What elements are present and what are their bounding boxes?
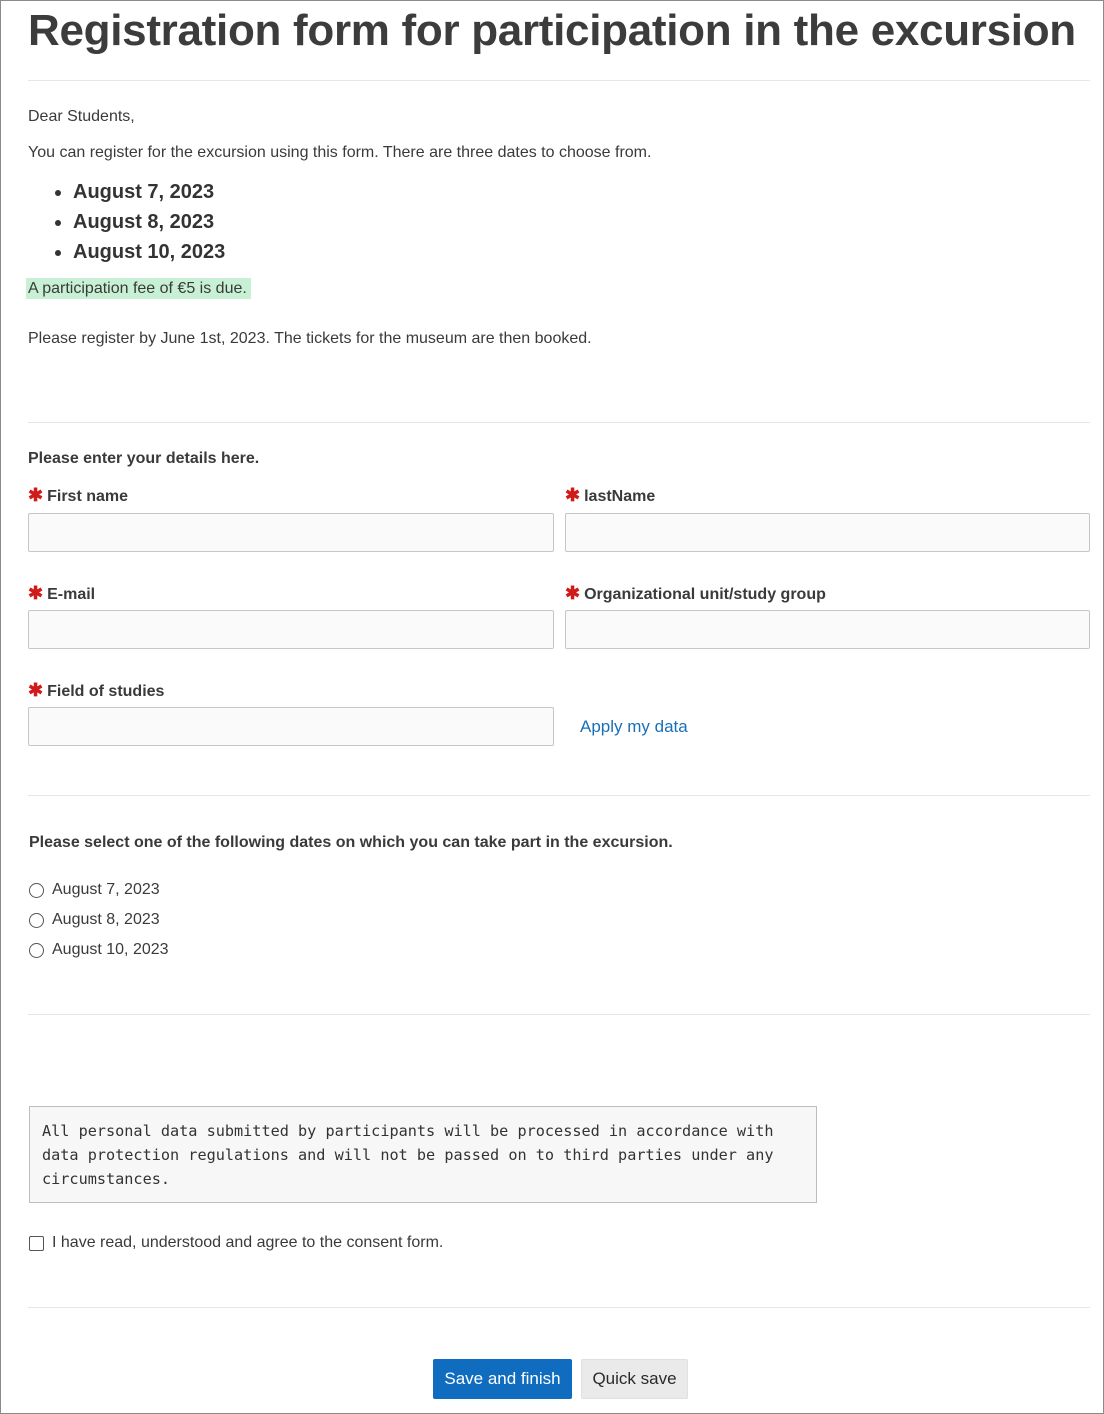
details-heading: Please enter your details here. bbox=[28, 450, 260, 467]
intro-description: You can register for the excursion using this form. There are three dates to choose from. bbox=[28, 144, 652, 161]
divider bbox=[28, 1307, 1090, 1308]
field-of-studies-field[interactable] bbox=[28, 707, 554, 746]
consent-text-box: All personal data submitted by participants will be processed in accordance with data protection regulations and will not be passed on to third parties under any circumstances. bbox=[29, 1106, 817, 1203]
fee-notice bbox=[26, 280, 251, 298]
page-title: Registration form for participation in the excursion bbox=[28, 6, 1076, 55]
save-and-finish-button[interactable]: Save and finish bbox=[433, 1359, 572, 1399]
dates-list bbox=[28, 177, 225, 267]
required-icon: ✱ bbox=[565, 583, 581, 603]
email-field[interactable] bbox=[28, 610, 554, 649]
date-option-label: August 10, 2023 bbox=[52, 941, 169, 958]
list-item: August 8, 2023 bbox=[28, 207, 225, 237]
divider bbox=[28, 795, 1090, 796]
first-name-field[interactable] bbox=[28, 513, 554, 552]
quick-save-button[interactable]: Quick save bbox=[581, 1359, 688, 1399]
required-icon: ✱ bbox=[28, 680, 44, 700]
greeting: Dear Students, bbox=[28, 108, 135, 125]
radio-button[interactable] bbox=[29, 943, 44, 958]
last-name-field[interactable] bbox=[565, 513, 1090, 552]
deadline-notice: Please register by June 1st, 2023. The tickets for the museum are then booked. bbox=[28, 330, 592, 347]
radio-button[interactable] bbox=[29, 883, 44, 898]
consent-checkbox-row[interactable] bbox=[29, 1231, 443, 1255]
divider bbox=[28, 80, 1090, 81]
radio-button[interactable] bbox=[29, 913, 44, 928]
required-icon: ✱ bbox=[565, 485, 581, 505]
list-item: August 10, 2023 bbox=[28, 237, 225, 267]
required-icon: ✱ bbox=[28, 583, 44, 603]
required-icon: ✱ bbox=[28, 485, 44, 505]
consent-checkbox[interactable] bbox=[29, 1236, 44, 1251]
divider bbox=[28, 422, 1090, 423]
date-option-label: August 8, 2023 bbox=[52, 911, 160, 928]
apply-my-data-link[interactable]: Apply my data bbox=[580, 717, 688, 736]
date-option-aug-10[interactable] bbox=[28, 938, 169, 962]
org-unit-label: ✱ Organizational unit/study group bbox=[565, 583, 826, 603]
date-option-aug-7[interactable] bbox=[28, 878, 160, 902]
fee-notice-text: A participation fee of €5 is due. bbox=[26, 278, 251, 299]
date-option-label: August 7, 2023 bbox=[52, 881, 160, 898]
email-label: ✱ E-mail bbox=[28, 583, 96, 603]
list-item: August 7, 2023 bbox=[28, 177, 225, 207]
field-of-studies-label: ✱ Field of studies bbox=[28, 680, 165, 700]
first-name-label: ✱ First name bbox=[28, 485, 129, 505]
org-unit-field[interactable] bbox=[565, 610, 1090, 649]
divider bbox=[28, 1014, 1090, 1015]
date-option-aug-8[interactable] bbox=[28, 908, 160, 932]
consent-checkbox-label: I have read, understood and agree to the consent form. bbox=[52, 1234, 444, 1251]
last-name-label: ✱ lastName bbox=[565, 485, 656, 505]
date-selection-heading: Please select one of the following dates on which you can take part in the excursion. bbox=[29, 834, 673, 851]
